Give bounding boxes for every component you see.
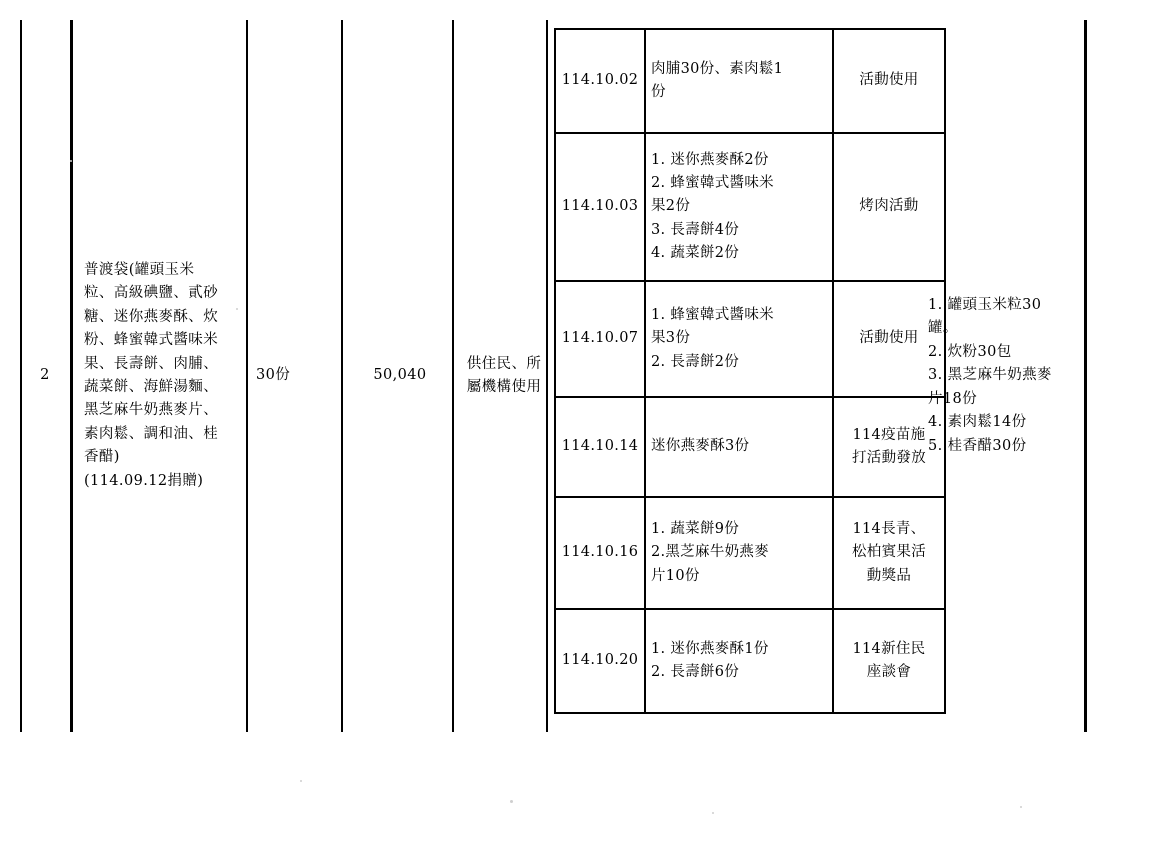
item-description-line: 粉、蜂蜜韓式醬味米 xyxy=(84,332,219,349)
table-row xyxy=(555,397,945,497)
remaining-line: 片18份 xyxy=(928,390,978,407)
item-description-line: 黑芝麻牛奶燕麥片、 xyxy=(84,402,219,419)
remaining-line: 3. 黑芝麻牛奶燕麥 xyxy=(928,367,1052,384)
usage-purpose-line: 114長青、 xyxy=(852,521,926,538)
usage-purpose xyxy=(833,281,945,397)
remaining-line: 5. 桂香醋30份 xyxy=(928,437,1027,454)
usage-purpose xyxy=(833,609,945,713)
usage-purpose-line: 活動使用 xyxy=(859,72,919,89)
usage-purpose-line: 座談會 xyxy=(866,664,912,680)
usage-date: 114.10.02 xyxy=(555,29,645,133)
item-description xyxy=(78,20,246,732)
column-rule-4 xyxy=(452,20,454,732)
item-description-line: 普渡袋(罐頭玉米 xyxy=(84,261,195,278)
usage-date: 114.10.03 xyxy=(555,133,645,281)
item-description-donation-date: (114.09.12捐贈) xyxy=(84,472,204,489)
usage-detail-line: 2. 蜂蜜韓式醬味米 xyxy=(651,175,774,192)
usage-detail-line: 1. 迷你燕麥酥1份 xyxy=(651,640,769,657)
usage-purpose-line: 114新住民 xyxy=(852,640,926,657)
usage-line: 屬機構使用 xyxy=(466,379,542,395)
usage-detail-line: 1. 迷你燕麥酥2份 xyxy=(651,152,769,169)
item-description-line: 果、長壽餅、肉脯、 xyxy=(84,355,219,372)
usage-detail-line: 3. 長壽餅4份 xyxy=(651,221,740,238)
table-row xyxy=(555,133,945,281)
usage-purpose-line: 打活動發放 xyxy=(852,450,926,466)
remaining-line: 1. 罐頭玉米粒30 xyxy=(928,296,1042,313)
quantity-value: 30份 xyxy=(256,367,291,384)
usage-date: 114.10.20 xyxy=(555,609,645,713)
remaining-line: 4. 素肉鬆14份 xyxy=(928,414,1027,431)
usage-detail xyxy=(645,29,833,133)
usage-detail xyxy=(645,609,833,713)
usage-detail-line: 4. 蔬菜餅2份 xyxy=(651,244,740,261)
usage-purpose-line: 動獎品 xyxy=(866,567,912,584)
remaining-line: 2. 炊粉30包 xyxy=(928,343,1012,360)
item-description-line: 糖、迷你燕麥酥、炊 xyxy=(84,308,219,325)
usage-detail-line: 肉脯30份、素肉鬆1 xyxy=(651,60,784,77)
usage-detail-line: 片10份 xyxy=(651,567,700,584)
usage-date: 114.10.16 xyxy=(555,497,645,609)
scan-speck xyxy=(510,800,513,803)
column-rule-2 xyxy=(246,20,248,732)
usage-purpose-line: 114疫苗施 xyxy=(852,426,926,443)
usage-purpose xyxy=(833,497,945,609)
usage-detail-line: 1. 蔬菜餅9份 xyxy=(651,521,740,538)
table-row xyxy=(555,281,945,397)
scan-speck xyxy=(70,160,72,162)
usage-detail xyxy=(645,281,833,397)
column-rule-1 xyxy=(70,20,73,732)
item-description-line: 香醋) xyxy=(84,449,120,466)
column-rule-right-edge xyxy=(1084,20,1087,732)
usage-detail-line: 份 xyxy=(651,84,666,100)
sequence-number: 2 xyxy=(40,367,50,384)
usage-purpose xyxy=(833,397,945,497)
usage-detail xyxy=(645,497,833,609)
amount-value: 50,040 xyxy=(373,367,427,384)
item-description-line: 粒、高級碘鹽、貳砂 xyxy=(84,285,219,302)
usage-purpose-line: 烤肉活動 xyxy=(859,198,919,215)
usage-detail xyxy=(645,133,833,281)
usage-log-table xyxy=(554,28,946,714)
usage-detail-line: 果3份 xyxy=(651,330,691,347)
usage-purpose xyxy=(833,29,945,133)
usage-detail-line: 2.黑芝麻牛奶燕麥 xyxy=(651,544,770,561)
scan-speck xyxy=(236,308,238,310)
usage-detail xyxy=(645,397,833,497)
usage-purpose xyxy=(833,133,945,281)
table-row xyxy=(555,29,945,133)
item-description-line: 素肉鬆、調和油、桂 xyxy=(84,425,219,442)
remaining-line: 罐。 xyxy=(928,320,958,337)
usage-detail-line: 2. 長壽餅6份 xyxy=(651,664,740,680)
scan-speck xyxy=(712,812,714,814)
usage-date: 114.10.14 xyxy=(555,397,645,497)
usage-detail-line: 1. 蜂蜜韓式醬味米 xyxy=(651,307,774,324)
column-rule-3 xyxy=(341,20,343,732)
usage-date: 114.10.07 xyxy=(555,281,645,397)
usage-purpose-line: 活動使用 xyxy=(859,330,919,347)
usage-purpose-line: 松柏賓果活 xyxy=(852,544,926,561)
scan-speck xyxy=(300,780,302,782)
table-row xyxy=(555,609,945,713)
item-description-line: 蔬菜餅、海鮮湯麵、 xyxy=(84,379,219,395)
usage-detail-line: 果2份 xyxy=(651,198,691,215)
usage-detail-line: 迷你燕麥酥3份 xyxy=(651,438,750,455)
usage-detail-line: 2. 長壽餅2份 xyxy=(651,353,740,370)
usage-line: 供住民、所 xyxy=(466,355,542,372)
scan-speck xyxy=(1020,806,1022,808)
table-row xyxy=(555,497,945,609)
usage-value xyxy=(458,20,550,732)
